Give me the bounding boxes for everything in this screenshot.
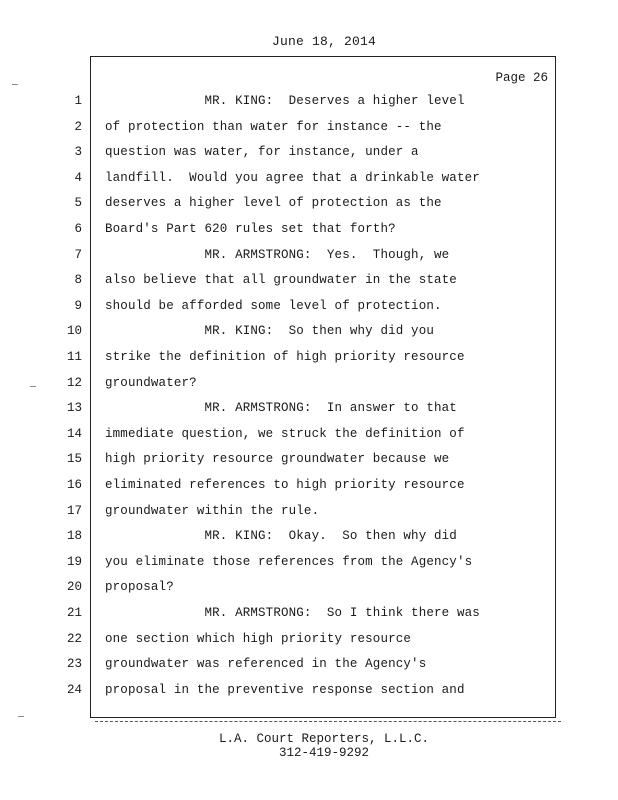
- footer: [0, 732, 618, 760]
- line-number: 11: [66, 350, 82, 364]
- transcript-line: of protection than water for instance -- the: [105, 119, 442, 134]
- transcript-line: high priority resource groundwater because we: [105, 452, 450, 467]
- transcript-line: deserves a higher level of protection as the: [105, 196, 442, 211]
- transcript-line: groundwater?: [105, 375, 197, 390]
- line-number: 6: [74, 222, 82, 236]
- court-reporter-phone: 312-419-9292: [278, 746, 369, 760]
- line-number: 4: [74, 170, 82, 185]
- transcript-line: should be afforded some level of protection.: [105, 298, 442, 313]
- transcript-line: strike the definition of high priority resource: [105, 350, 465, 364]
- line-number: 1: [74, 94, 82, 108]
- line-number: 7: [74, 247, 82, 262]
- line-number: 16: [66, 478, 82, 492]
- transcript-line: also believe that all groundwater in the state: [105, 273, 457, 288]
- transcript-line: eliminated references to high priority resource: [105, 478, 465, 492]
- line-number: 22: [66, 631, 82, 646]
- transcript-line: MR. ARMSTRONG: In answer to that: [105, 401, 457, 416]
- transcript-line: MR. KING: Okay. So then why did: [105, 529, 457, 544]
- line-number: 24: [66, 682, 82, 697]
- transcript-line: Board's Part 620 rules set that forth?: [105, 222, 396, 236]
- transcript-line: one section which high priority resource: [105, 631, 412, 646]
- line-number: 9: [74, 298, 82, 313]
- line-number: 15: [66, 452, 82, 467]
- scan-mark: [30, 386, 36, 387]
- scan-mark: [12, 84, 18, 85]
- transcript-line: you eliminate those references from the Agency's: [105, 554, 473, 569]
- line-number: 19: [66, 554, 82, 569]
- line-number: 23: [66, 657, 82, 672]
- transcript-line: landfill. Would you agree that a drinkable water: [105, 170, 480, 185]
- line-number: 17: [66, 503, 82, 518]
- transcript-line: MR. ARMSTRONG: So I think there was: [105, 606, 480, 620]
- transcript-line: MR. KING: So then why did you: [105, 324, 435, 339]
- scan-mark: [18, 716, 24, 717]
- line-number: 3: [74, 145, 82, 160]
- transcript-line: MR. KING: Deserves a higher level: [105, 94, 465, 108]
- line-number: 14: [66, 426, 82, 441]
- transcript-line: MR. ARMSTRONG: Yes. Though, we: [105, 247, 450, 262]
- line-number: 5: [74, 196, 82, 211]
- line-number: 13: [66, 401, 82, 416]
- transcript-line: groundwater within the rule.: [105, 503, 320, 518]
- transcript-line: groundwater was referenced in the Agency's: [105, 657, 427, 672]
- transcript-line: proposal in the preventive response section and: [105, 682, 465, 697]
- transcript-date: June 18, 2014: [271, 34, 377, 49]
- line-number: 12: [66, 375, 82, 390]
- transcript-line: proposal?: [105, 580, 174, 595]
- transcript-line: immediate question, we struck the definition of: [105, 426, 465, 441]
- transcript-line: question was water, for instance, under a: [105, 145, 419, 160]
- line-number: 2: [74, 119, 82, 134]
- line-number: 10: [66, 324, 82, 339]
- line-number: 21: [66, 606, 82, 620]
- page-number-label: Page 26: [495, 71, 548, 85]
- line-number: 20: [66, 580, 82, 595]
- court-reporter-company: L.A. Court Reporters, L.L.C.: [218, 732, 430, 746]
- line-number: 8: [74, 273, 82, 288]
- line-number: 18: [66, 529, 82, 544]
